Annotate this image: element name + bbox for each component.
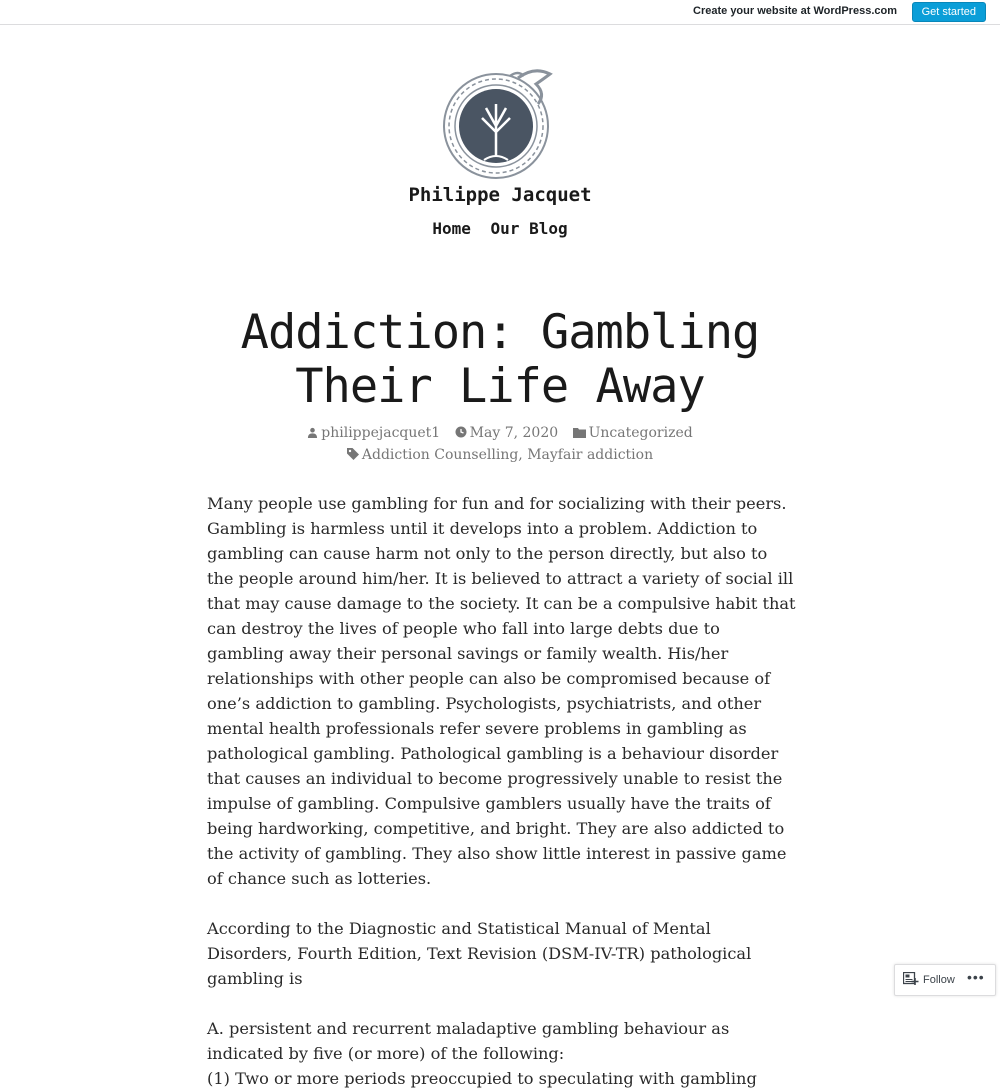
clock-icon xyxy=(455,426,467,438)
reader-follow-icon xyxy=(903,972,919,986)
post-title-line-1: Addiction: Gambling xyxy=(240,305,760,360)
post-paragraph-line: (1) Two or more periods preoccupied to speculating with gambling xyxy=(207,1069,757,1088)
post-paragraph: According to the Diagnostic and Statistical Manual of Mental Disorders, Fourth Edition, Text Revision (DSM-IV-TR) pathological gambling is xyxy=(207,919,752,988)
site-title[interactable]: Philippe Jacquet xyxy=(408,184,592,206)
post-title xyxy=(160,306,840,414)
nav-item-our-blog[interactable]: Our Blog xyxy=(490,219,568,238)
follow-widget xyxy=(894,964,996,996)
post-paragraph-line: A. persistent and recurrent maladaptive gambling behaviour as indicated by five (or more) of the following: xyxy=(207,1019,730,1063)
tag-link-mayfair-addiction[interactable]: Mayfair addiction xyxy=(527,447,654,463)
tag-icon xyxy=(347,448,359,460)
post-meta xyxy=(0,425,1000,441)
tree-of-life-logo-icon xyxy=(438,60,562,184)
person-icon xyxy=(307,427,318,438)
tag-link-addiction-counselling[interactable]: Addiction Counselling xyxy=(361,447,519,463)
post-date-link[interactable]: May 7, 2020 xyxy=(469,425,559,441)
follow-label: Follow xyxy=(923,974,955,986)
post-paragraph: Many people use gambling for fun and for socializing with their peers. Gambling is harmless until it develops into a problem. Addiction to gambling can cause harm not only to the person directly, but also to the people around him/her. It is believed to attract a variety of social ill that may cause damage to the society. It can be a compulsive habit that can destroy the lives of people who fall into large debts due to gambling away their personal savings or family wealth. His/her relationships with other people can also be compromised because of one’s addiction to gambling. Psychologists, psychiatrists, and other mental health professionals refer severe problems in gambling as pathological gambling. Pathological gambling is a behaviour disorder that causes an individual to become progressively unable to resist the impulse of gambling. Compulsive gamblers usually have the traits of being hardworking, competitive, and bright. They are also addicted to the activity of gambling. They also show little interest in passive game of chance such as lotteries. xyxy=(207,494,796,888)
post-author-link[interactable]: philippejacquet1 xyxy=(321,425,441,441)
post-category-link[interactable]: Uncategorized xyxy=(588,425,693,441)
get-started-button[interactable]: Get started xyxy=(912,2,986,22)
wpcom-top-bar xyxy=(0,0,1000,25)
post-tags xyxy=(0,447,1000,463)
create-website-link[interactable]: Create your website at WordPress.com xyxy=(693,5,897,17)
more-options-button[interactable]: ••• xyxy=(967,969,985,985)
primary-navigation xyxy=(0,219,1000,238)
tag-separator: , xyxy=(518,447,523,463)
folder-icon xyxy=(573,427,586,438)
follow-button[interactable] xyxy=(903,972,955,986)
nav-item-home[interactable]: Home xyxy=(432,219,471,238)
post-paragraph xyxy=(207,1016,797,1091)
post-title-line-2: Their Life Away xyxy=(295,359,705,414)
site-logo[interactable] xyxy=(438,60,562,184)
post-content xyxy=(207,491,797,1091)
